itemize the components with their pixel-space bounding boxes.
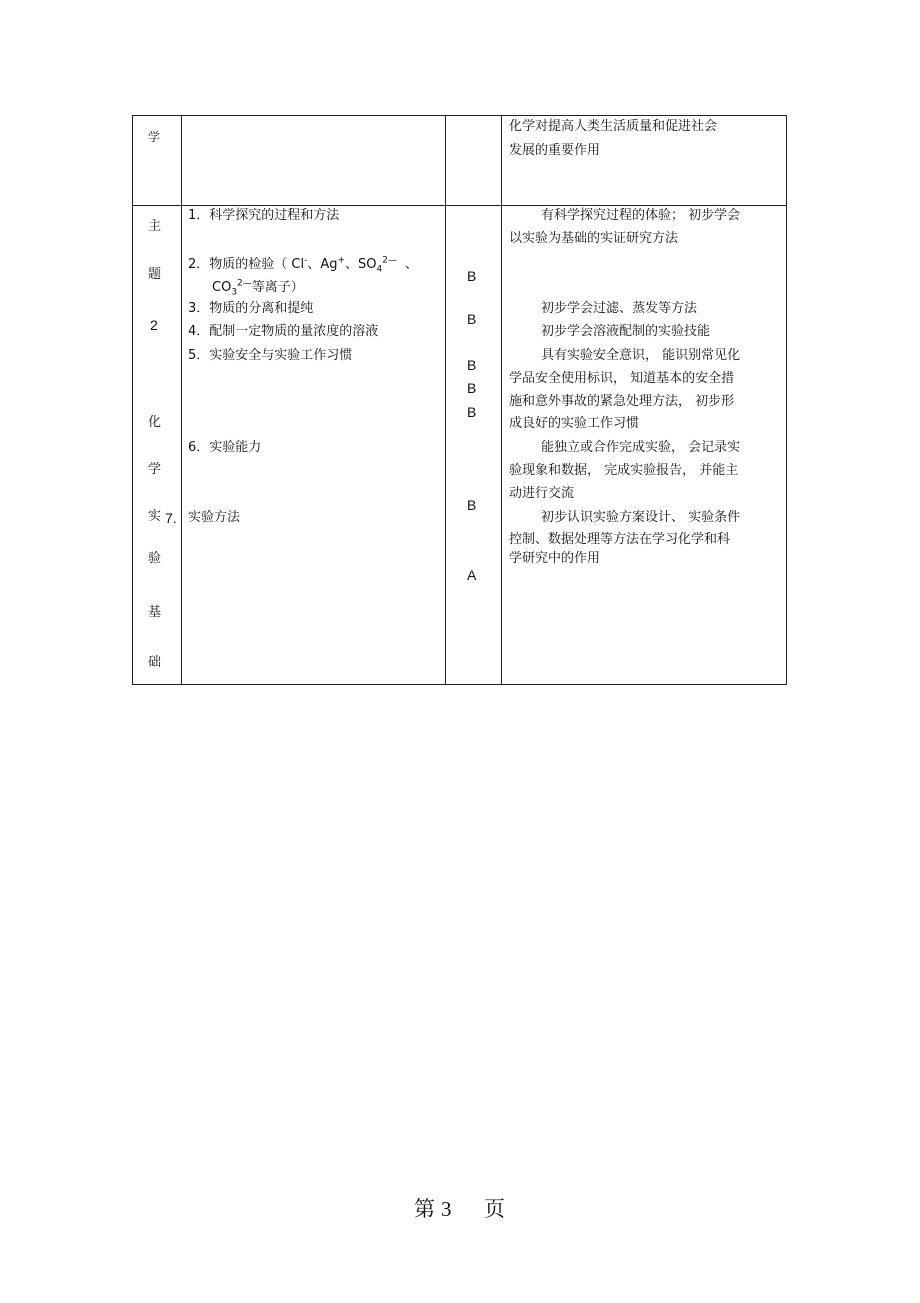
so-charge: 2—: [382, 255, 398, 266]
page-suffix: 页: [484, 1197, 505, 1221]
theme-char: 实: [148, 509, 162, 524]
row-divider: [133, 205, 786, 206]
description-line: 以实验为基础的实证研究方法: [509, 231, 679, 246]
so-subscript: 4: [376, 264, 383, 275]
content-item-6: 6．实验能力: [188, 440, 262, 455]
level-grade: B: [467, 357, 477, 373]
content-item-4: 4．配制一定物质的量浓度的溶液: [188, 324, 379, 339]
theme-char: 基: [148, 605, 162, 620]
theme-char: 题: [148, 267, 162, 282]
content-item-7-number: 7.: [165, 510, 177, 526]
level-grade: B: [467, 311, 477, 327]
content-item-5: 5．实验安全与实验工作习惯: [188, 348, 353, 363]
level-grade: B: [467, 497, 477, 513]
description-line: 成良好的实验工作习惯: [509, 416, 640, 431]
description-line: 动进行交流: [509, 486, 575, 501]
description-line: 有科学探究过程的体验； 初步学会: [541, 208, 741, 223]
description-line: 初步学会过滤、蒸发等方法: [541, 301, 698, 316]
requirement-line: 发展的重要作用: [509, 143, 601, 158]
co-text: CO: [212, 280, 232, 295]
content-item-1: 1．科学探究的过程和方法: [188, 208, 340, 223]
description-line: 初步认识实验方案设计、 实验条件: [541, 510, 741, 525]
page-prefix: 第: [414, 1197, 435, 1221]
theme-char: 础: [148, 655, 162, 670]
ions-suffix: 等离子）: [251, 280, 304, 295]
theme-char: 化: [148, 415, 162, 430]
ag-text: 、Ag: [307, 257, 338, 272]
theme-char: 验: [148, 551, 162, 566]
column-divider: [445, 116, 446, 684]
so-text: 、SO: [345, 257, 377, 272]
level-grade: B: [467, 404, 477, 420]
subject-fragment: 学: [148, 130, 161, 144]
description-line: 学研究中的作用: [509, 551, 601, 566]
requirement-line: 化学对提高人类生活质量和促进社会: [509, 119, 718, 134]
page-number: 3: [441, 1197, 452, 1221]
theme-char: 2: [150, 317, 158, 333]
theme-char: 学: [148, 462, 162, 477]
level-grade: A: [467, 567, 477, 583]
content-item-3: 3．物质的分离和提纯: [188, 301, 314, 316]
content-item-2: [188, 256, 418, 274]
description-line: 验现象和数据， 完成实验报告， 并能主: [509, 463, 739, 478]
description-line: 具有实验安全意识， 能识别常见化: [541, 348, 741, 363]
ag-charge: +: [337, 255, 346, 266]
comma: 、: [405, 257, 419, 272]
description-line: 施和意外事故的紧急处理方法， 初步形: [509, 394, 735, 409]
column-divider: [181, 116, 182, 684]
cl-charge: -: [304, 255, 308, 266]
description-line: 能独立或合作完成实验， 会记录实: [541, 440, 741, 455]
theme-char: 主: [148, 219, 162, 234]
content-item-2-prefix: 2．物质的检验（ Cl: [188, 257, 305, 272]
column-divider: [501, 116, 502, 684]
description-line: 初步学会溶液配制的实验技能: [541, 324, 711, 339]
co-subscript: 3: [231, 287, 238, 298]
co-charge: 2—: [237, 278, 252, 289]
content-item-2-continued: [212, 279, 304, 297]
level-grade: B: [467, 268, 477, 284]
description-line: 学品安全使用标识， 知道基本的安全措: [509, 371, 735, 386]
description-line: 控制、数据处理等方法在学习化学和科: [509, 532, 731, 547]
level-grade: B: [467, 380, 477, 396]
content-item-7: 实验方法: [188, 510, 241, 525]
